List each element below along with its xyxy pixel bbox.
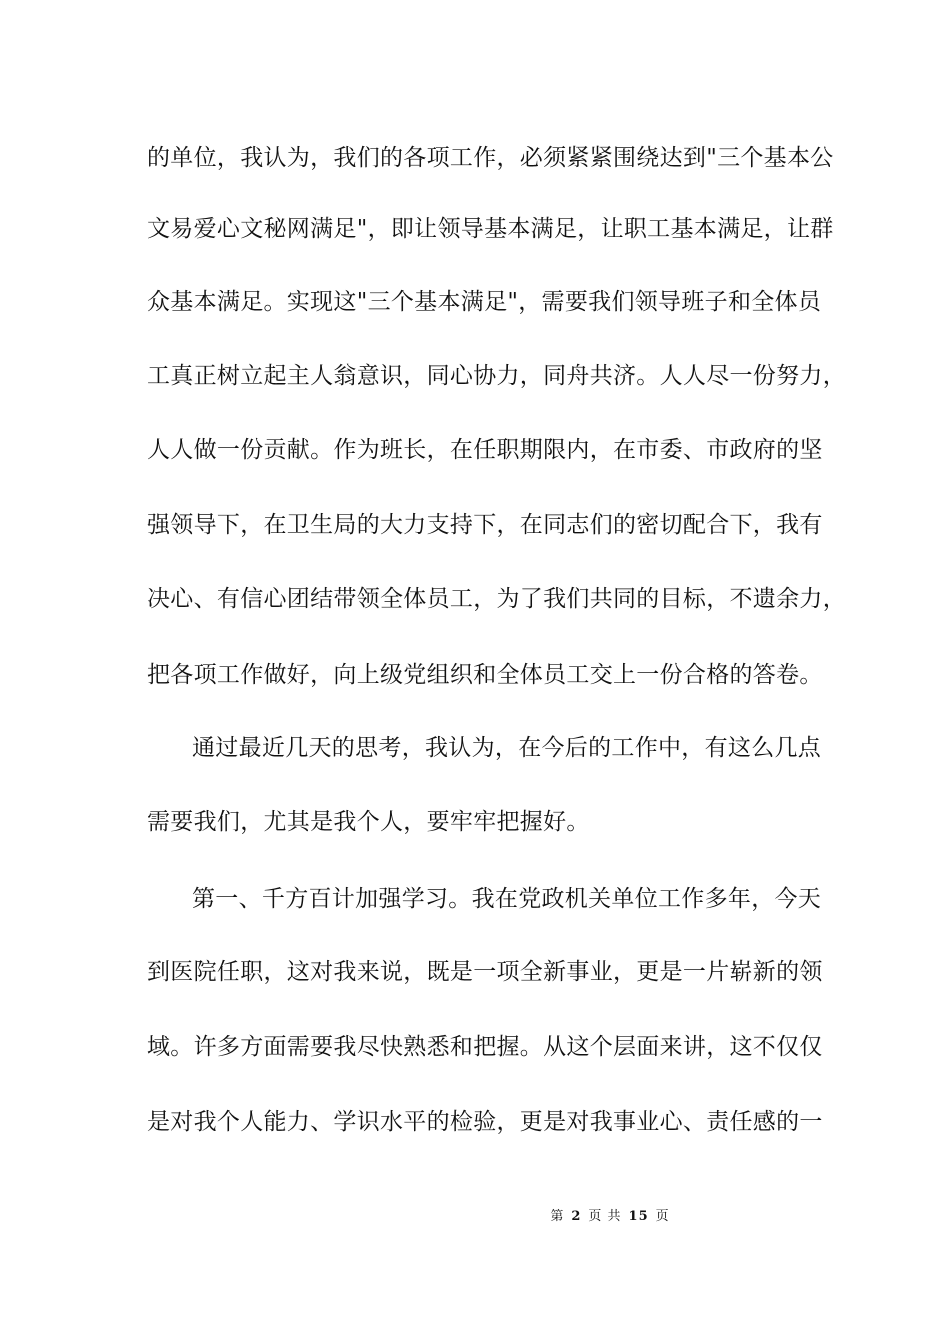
footer-suffix: 页 xyxy=(655,1209,670,1224)
text-line: 把各项工作做好，向上级党组织和全体员工交上一份合格的答卷。 xyxy=(147,662,823,688)
text-line: 决心、有信心团结带领全体员工，为了我们共同的目标，不遗余力， xyxy=(147,586,846,612)
footer-prefix: 第 xyxy=(550,1209,565,1224)
current-page-number: 2 xyxy=(571,1209,582,1224)
text-line: 需要我们，尤其是我个人，要牢牢把握好。 xyxy=(147,809,590,835)
footer-middle: 页 共 xyxy=(588,1209,622,1224)
page-footer xyxy=(0,1208,950,1226)
text-line: 是对我个人能力、学识水平的检验，更是对我事业心、责任感的一 xyxy=(147,1109,823,1135)
total-pages-number: 15 xyxy=(628,1209,649,1224)
text-line: 的单位，我认为，我们的各项工作，必须紧紧围绕达到"三个基本公 xyxy=(147,145,834,171)
paragraph-start-line: 第一、千方百计加强学习。我在党政机关单位工作多年，今天 xyxy=(192,886,822,912)
text-line: 人人做一份贡献。作为班长，在任职期限内，在市委、市政府的坚 xyxy=(147,437,823,463)
text-line: 工真正树立起主人翁意识，同心协力，同舟共济。人人尽一份努力， xyxy=(147,363,846,389)
text-line: 文易爱心文秘网满足"，即让领导基本满足，让职工基本满足，让群 xyxy=(147,216,834,242)
text-line: 强领导下，在卫生局的大力支持下，在同志们的密切配合下，我有 xyxy=(147,512,823,538)
text-line: 域。许多方面需要我尽快熟悉和把握。从这个层面来讲，这不仅仅 xyxy=(147,1034,823,1060)
text-line: 到医院任职，这对我来说，既是一项全新事业，更是一片崭新的领 xyxy=(147,959,823,985)
paragraph-start-line: 通过最近几天的思考，我认为，在今后的工作中，有这么几点 xyxy=(192,735,822,761)
text-line: 众基本满足。实现这"三个基本满足"，需要我们领导班子和全体员 xyxy=(147,289,822,315)
